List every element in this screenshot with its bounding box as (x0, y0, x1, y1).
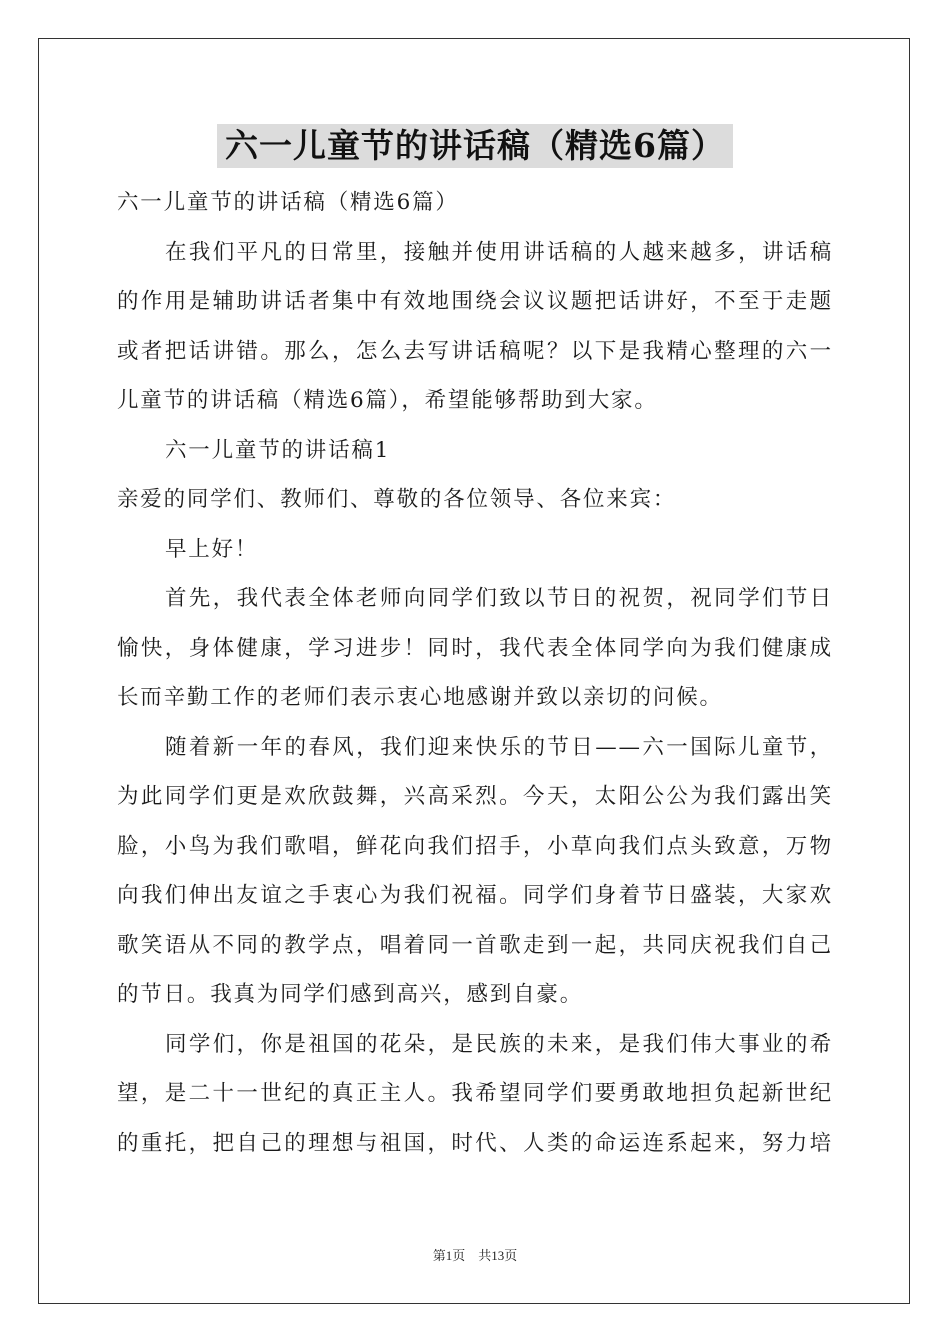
paragraph-line: 首先，我代表全体老师向同学们致以节日的祝贺，祝同学们节日 (165, 586, 833, 611)
paragraph-line: 同学们，你是祖国的花朵，是民族的未来，是我们伟大事业的希 (165, 1031, 833, 1057)
title-wrap (0, 124, 950, 168)
paragraph-line: 随着新一年的春风，我们迎来快乐的节日——六一国际儿童节， (165, 734, 833, 760)
paragraph-line: 脸，小鸟为我们歌唱，鲜花向我们招手，小草向我们点头致意，万物 (117, 833, 833, 859)
paragraph-line: 的节日。我真为同学们感到高兴，感到自豪。 (117, 982, 584, 1007)
greeting-line: 早上好！ (165, 536, 259, 562)
paragraph-line: 望，是二十一世纪的真正主人。我希望同学们要勇敢地担负起新世纪 (117, 1081, 833, 1106)
document-title: 六一儿童节的讲话稿（精选6篇） (217, 124, 733, 168)
paragraph-line: 为此同学们更是欢欣鼓舞，兴高采烈。今天，太阳公公为我们露出笑 (117, 784, 833, 809)
salutation-line: 亲爱的同学们、教师们、尊敬的各位领导、各位来宾： (117, 487, 677, 512)
paragraph-line: 愉快，身体健康，学习进步！同时，我代表全体同学向为我们健康成 (117, 635, 833, 661)
paragraph-line: 的作用是辅助讲话者集中有效地围绕会议议题把话讲好，不至于走题 (117, 289, 833, 314)
paragraph-line: 歌笑语从不同的教学点，唱着同一首歌走到一起，共同庆祝我们自己 (117, 932, 833, 958)
paragraph-line: 向我们伸出友谊之手衷心为我们祝福。同学们身着节日盛装，大家欢 (117, 883, 833, 908)
page-number: 第1页 共13页 (432, 1248, 518, 1263)
section-heading: 六一儿童节的讲话稿1 (165, 437, 391, 463)
paragraph-line: 长而辛勤工作的老师们表示衷心地感谢并致以亲切的问候。 (117, 685, 723, 710)
paragraph-line: 儿童节的讲话稿（精选6篇），希望能够帮助到大家。 (117, 388, 658, 413)
paragraph-line: 的重托，把自己的理想与祖国，时代、人类的命运连系起来，努力培 (117, 1130, 833, 1156)
paragraph-line: 或者把话讲错。那么，怎么去写讲话稿呢？以下是我精心整理的六一 (117, 338, 833, 364)
subtitle-line: 六一儿童节的讲话稿（精选6篇） (117, 190, 459, 215)
page-footer (0, 1245, 950, 1264)
paragraph-line: 在我们平凡的日常里，接触并使用讲话稿的人越来越多，讲话稿 (165, 239, 833, 265)
document-body (117, 178, 833, 1168)
